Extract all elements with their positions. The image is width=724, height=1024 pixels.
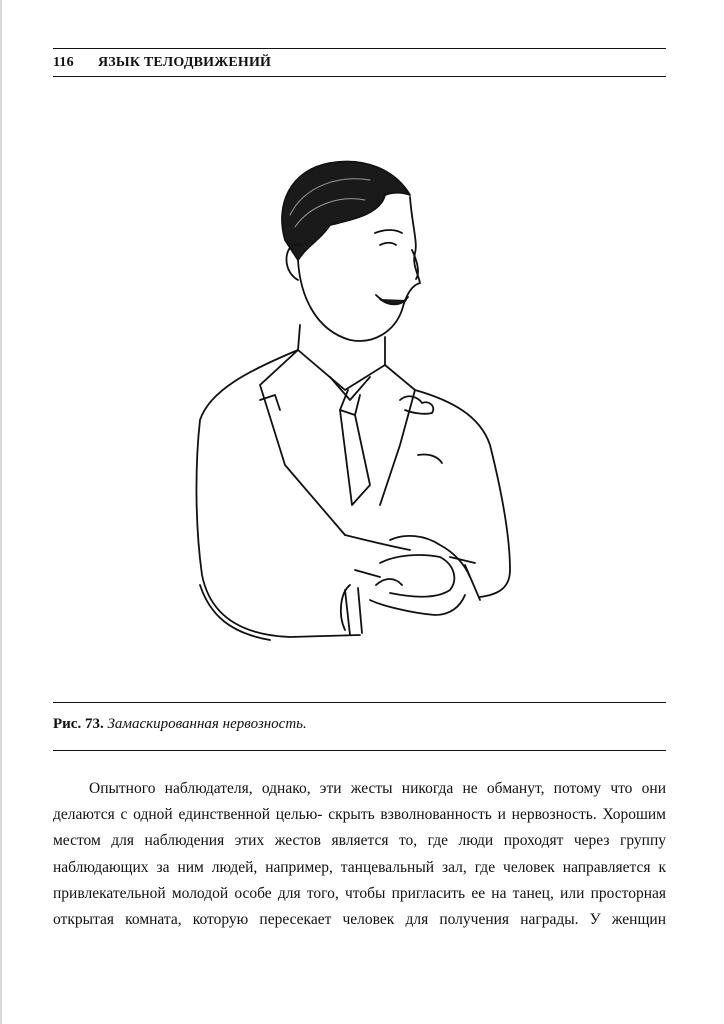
running-title: ЯЗЫК ТЕЛОДВИЖЕНИЙ bbox=[98, 55, 272, 70]
figure-illustration bbox=[180, 145, 540, 665]
body-paragraph bbox=[53, 776, 666, 933]
paragraph-text: Опытного наблюдателя, однако, эти жесты никогда не обманут, потому что они делаются с одной единственной целью- скрыть взволнованность и нервозность. Хорошим местом для наблюдения этих жестов является то, где люди проходят через группу наблюдающих за ним людей, например, танцевальный зал, где человек направляется к привлекательной молодой особе для того, чтобы пригласить ее на танец, или просторная открытая комната, которую пересекает человек для получения награды. У женщин bbox=[53, 780, 666, 929]
caption-top-rule bbox=[53, 702, 666, 703]
page-edge bbox=[0, 0, 2, 1024]
running-header bbox=[53, 52, 666, 74]
figure-caption bbox=[53, 716, 307, 733]
caption-bottom-rule bbox=[53, 750, 666, 751]
figure-label: Рис. 73. bbox=[53, 716, 104, 732]
page-number: 116 bbox=[53, 55, 74, 70]
header-top-rule bbox=[53, 48, 666, 49]
header-bottom-rule bbox=[53, 76, 666, 77]
figure-caption-text: Замаскированная нервозность. bbox=[107, 716, 307, 732]
